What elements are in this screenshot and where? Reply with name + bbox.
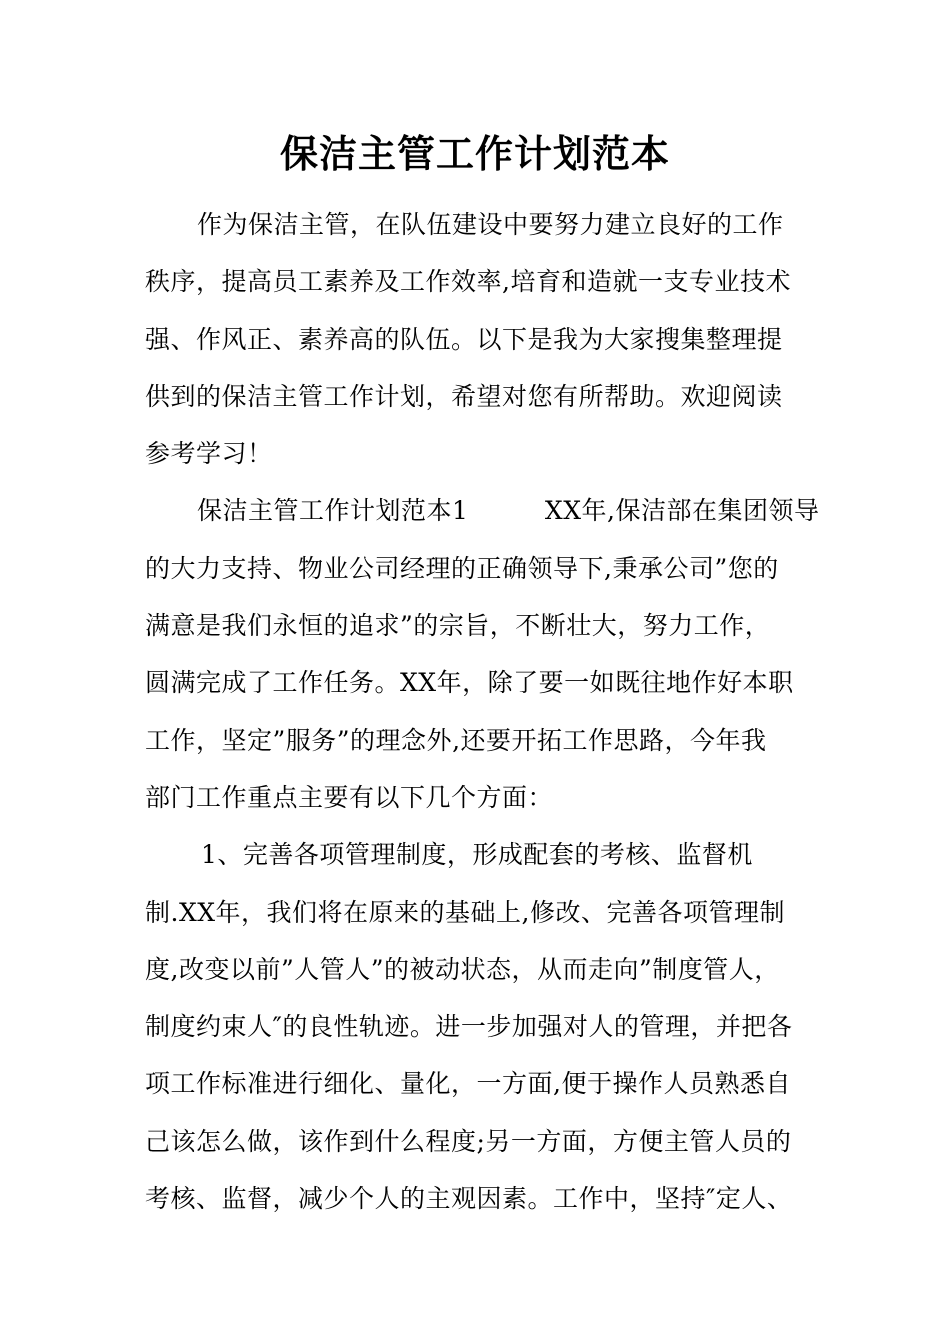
paragraph-line: 供到的保洁主管工作计划，希望对您有所帮助。欢迎阅读 xyxy=(145,381,783,411)
document-body xyxy=(145,196,820,1227)
paragraph-line: 制度约束人″的良性轨迹。进一步加强对人的管理，并把各 xyxy=(145,1012,793,1042)
document-title: 保洁主管工作计划范本 xyxy=(279,131,670,176)
paragraph-line: 参考学习！ xyxy=(145,439,273,469)
paragraph-line: 1、完善各项管理制度，形成配套的考核、监督机 xyxy=(201,840,753,870)
paragraph-line: 满意是我们永恒的追求”的宗旨，不断壮大，努力工作， xyxy=(145,611,771,641)
paragraph-line: 强、作风正、素养高的队伍。以下是我为大家搜集整理提 xyxy=(145,324,783,354)
paragraph-line: 度,改变以前”人管人”的被动状态，从而走向”制度管人， xyxy=(145,954,780,984)
paragraph-line: 项工作标准进行细化、量化，一方面,便于操作人员熟悉自 xyxy=(145,1069,791,1099)
paragraph-line: 秩序，提高员工素养及工作效率,培育和造就一支专业技术 xyxy=(145,267,791,297)
paragraph-line: 圆满完成了工作任务。XX年，除了要一如既往地作好本职 xyxy=(145,668,794,698)
paragraph-line: 保洁主管工作计划范本1 XX年,保洁部在集团领导 xyxy=(197,496,820,526)
paragraph-line: 考核、监督，减少个人的主观因素。工作中，坚持″定人、 xyxy=(145,1184,793,1214)
paragraph-line: 部门工作重点主要有以下几个方面： xyxy=(145,782,554,812)
paragraph-line: 作为保洁主管，在队伍建设中要努力建立良好的工作 xyxy=(197,210,784,239)
paragraph-line: 制.XX年，我们将在原来的基础上,修改、完善各项管理制 xyxy=(145,897,785,927)
paragraph-line: 的大力支持、物业公司经理的正确领导下,秉承公司”您的 xyxy=(145,553,779,583)
paragraph-line: 己该怎么做，该作到什么程度;另一方面，方便主管人员的 xyxy=(145,1126,792,1156)
paragraph-line: 工作，坚定”服务”的理念外,还要开拓工作思路，今年我 xyxy=(145,725,767,755)
